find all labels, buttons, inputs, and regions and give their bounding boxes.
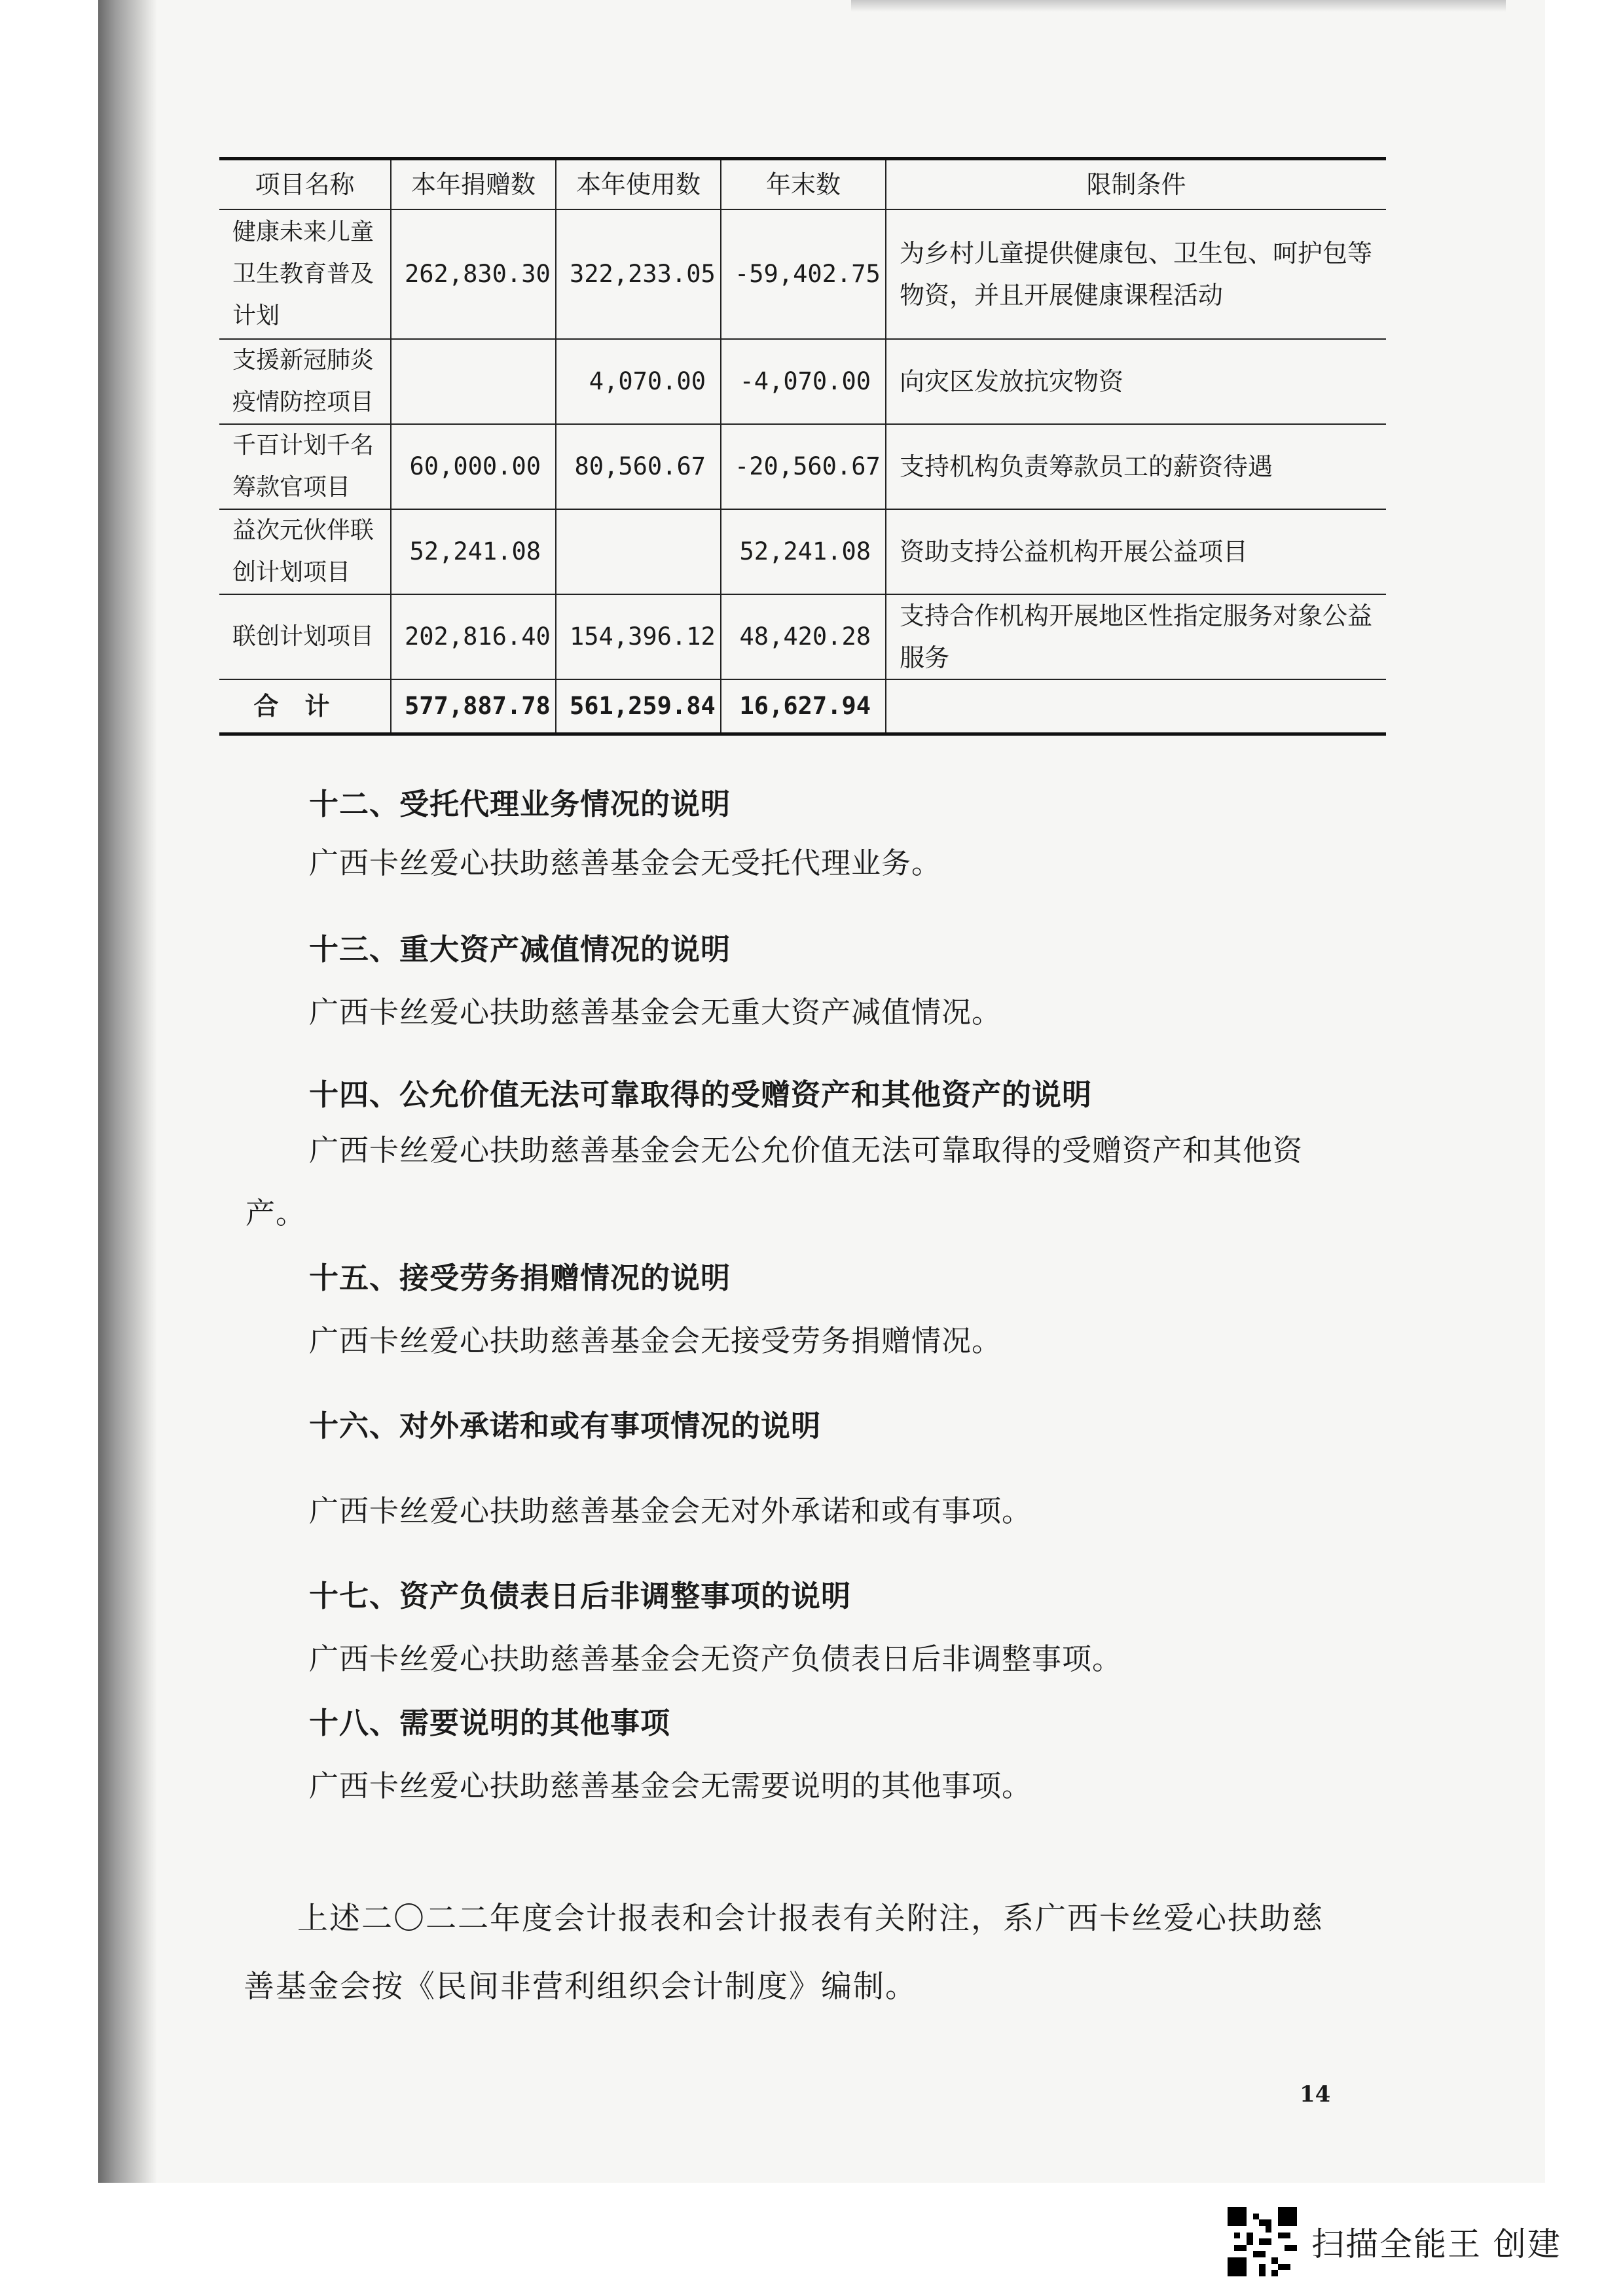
section-text-16: 广西卡丝爱心扶助慈善基金会无对外承诺和或有事项。 <box>309 1494 1032 1528</box>
table-total-row <box>219 679 1386 734</box>
header-project-name: 项目名称 <box>219 159 391 210</box>
cell-condition: 资助支持公益机构开展公益项目 <box>886 509 1386 594</box>
section-text-12: 广西卡丝爱心扶助慈善基金会无受托代理业务。 <box>309 846 942 880</box>
total-donation: 577,887.78 <box>391 679 556 734</box>
table-row <box>219 209 1386 339</box>
section-heading-18: 十八、需要说明的其他事项 <box>309 1706 671 1740</box>
restricted-fund-table <box>219 157 1386 736</box>
cell-project-name: 千百计划千名筹款官项目 <box>219 424 391 509</box>
cell-donation: 202,816.40 <box>391 594 556 679</box>
cell-year-end: 48,420.28 <box>721 594 886 679</box>
scanner-watermark <box>1228 2206 1561 2278</box>
section-text-14: 广西卡丝爱心扶助慈善基金会无公允价值无法可靠取得的受赠资产和其他资产。 <box>246 1133 1304 1230</box>
header-condition: 限制条件 <box>886 159 1386 210</box>
cell-year-end: 52,241.08 <box>721 509 886 594</box>
cell-condition: 支持合作机构开展地区性指定服务对象公益服务 <box>886 594 1386 679</box>
table-row <box>219 424 1386 509</box>
closing-statement: 上述二〇二二年度会计报表和会计报表有关附注，系广西卡丝爱心扶助慈善基金会按《民间非营利组织会计制度》编制。 <box>244 1901 1324 2005</box>
cell-year-end: -20,560.67 <box>721 424 886 509</box>
section-heading-14: 十四、公允价值无法可靠取得的受赠资产和其他资产的说明 <box>309 1077 1093 1112</box>
total-condition <box>886 679 1386 734</box>
cell-project-name: 益次元伙伴联创计划项目 <box>219 509 391 594</box>
section-heading-12: 十二、受托代理业务情况的说明 <box>309 787 731 821</box>
total-year-end: 16,627.94 <box>721 679 886 734</box>
header-usage: 本年使用数 <box>556 159 721 210</box>
total-usage: 561,259.84 <box>556 679 721 734</box>
cell-usage: 4,070.00 <box>556 339 721 424</box>
table-row <box>219 594 1386 679</box>
cell-donation <box>391 339 556 424</box>
section-heading-16: 十六、对外承诺和或有事项情况的说明 <box>309 1408 822 1443</box>
cell-condition: 支持机构负责筹款员工的薪资待遇 <box>886 424 1386 509</box>
cell-project-name: 支援新冠肺炎疫情防控项目 <box>219 339 391 424</box>
qr-code-icon <box>1228 2207 1297 2276</box>
cell-usage: 322,233.05 <box>556 209 721 339</box>
total-label: 合计 <box>219 679 391 734</box>
cell-year-end: -4,070.00 <box>721 339 886 424</box>
section-text-17: 广西卡丝爱心扶助慈善基金会无资产负债表日后非调整事项。 <box>309 1641 1123 1676</box>
book-spine-shadow <box>98 0 157 2183</box>
section-heading-17: 十七、资产负债表日后非调整事项的说明 <box>309 1579 852 1613</box>
cell-donation: 60,000.00 <box>391 424 556 509</box>
section-text-15: 广西卡丝爱心扶助慈善基金会无接受劳务捐赠情况。 <box>309 1323 1002 1358</box>
header-donation: 本年捐赠数 <box>391 159 556 210</box>
table-header-row <box>219 159 1386 210</box>
cell-condition: 为乡村儿童提供健康包、卫生包、呵护包等物资，并且开展健康课程活动 <box>886 209 1386 339</box>
cell-usage: 154,396.12 <box>556 594 721 679</box>
section-heading-13: 十三、重大资产减值情况的说明 <box>309 932 731 967</box>
page-number: 14 <box>1300 2081 1331 2108</box>
cell-condition: 向灾区发放抗灾物资 <box>886 339 1386 424</box>
cell-donation: 52,241.08 <box>391 509 556 594</box>
section-heading-15: 十五、接受劳务捐赠情况的说明 <box>309 1261 731 1295</box>
table-row <box>219 509 1386 594</box>
table-row <box>219 339 1386 424</box>
cell-usage <box>556 509 721 594</box>
cell-donation: 262,830.30 <box>391 209 556 339</box>
section-text-13: 广西卡丝爱心扶助慈善基金会无重大资产减值情况。 <box>309 995 1002 1030</box>
header-year-end: 年末数 <box>721 159 886 210</box>
cell-year-end: -59,402.75 <box>721 209 886 339</box>
section-text-18: 广西卡丝爱心扶助慈善基金会无需要说明的其他事项。 <box>309 1768 1032 1803</box>
cell-project-name: 联创计划项目 <box>219 594 391 679</box>
cell-project-name: 健康未来儿童卫生教育普及计划 <box>219 209 391 339</box>
page-top-shadow <box>851 0 1506 12</box>
cell-usage: 80,560.67 <box>556 424 721 509</box>
watermark-text: 扫描全能王 创建 <box>1311 2225 1561 2263</box>
